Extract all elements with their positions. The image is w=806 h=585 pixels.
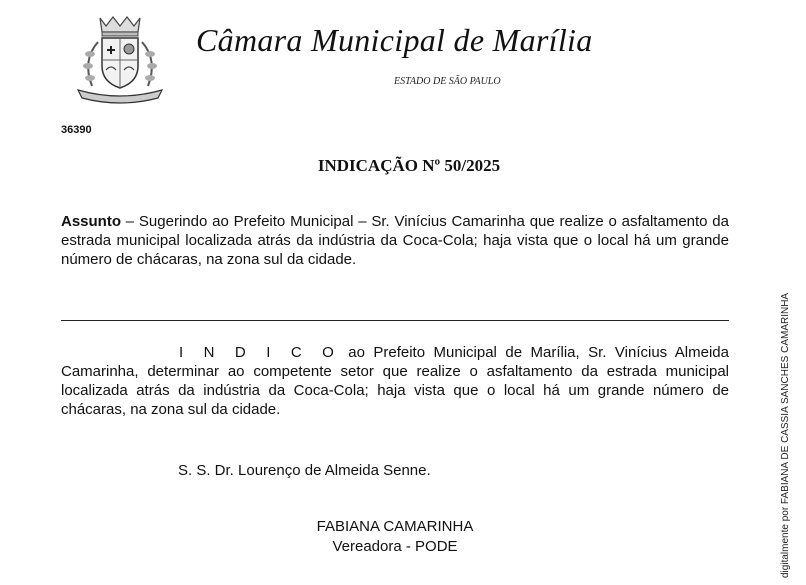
subject-label: Assunto <box>61 213 121 230</box>
subject-paragraph <box>61 212 729 269</box>
state-name: ESTADO DE SÃO PAULO <box>394 76 501 87</box>
subject-text: – Sugerindo ao Prefeito Municipal – Sr. Vinícius Camarinha que realize o asfaltamento da estrada municipal localizada atrás da indústria da Coca-Cola; haja vista que o local há um grande número de chácaras, na zona sul da cidade. <box>61 213 729 268</box>
protocol-number: 36390 <box>61 124 92 136</box>
signer-role: Vereadora - PODE <box>332 538 458 555</box>
closing-line: S. S. Dr. Lourenço de Almeida Senne. <box>178 462 431 479</box>
document-title: INDICAÇÃO Nº 50/2025 <box>317 156 501 175</box>
body-paragraph <box>61 343 729 419</box>
body-text: ao Prefeito Municipal de Marília, Sr. Vinícius Almeida Camarinha, determinar ao competente setor que realize o asfaltamento da estrada municipal localizada atrás da indústria da Coca-Cola; haja vista que o local há um grande número de chácaras, na zona sul da cidade. <box>61 344 729 418</box>
signer-name: FABIANA CAMARINHA <box>316 518 474 535</box>
indico-word: I N D I C O <box>179 344 340 361</box>
municipal-coat-of-arms-icon <box>70 14 170 106</box>
chamber-name: Câmara Municipal de Marília <box>196 22 593 58</box>
separator-line <box>61 320 729 321</box>
digital-signature-note: digitalmente por FABIANA DE CASSIA SANCHES CAMARINHA <box>780 292 791 578</box>
